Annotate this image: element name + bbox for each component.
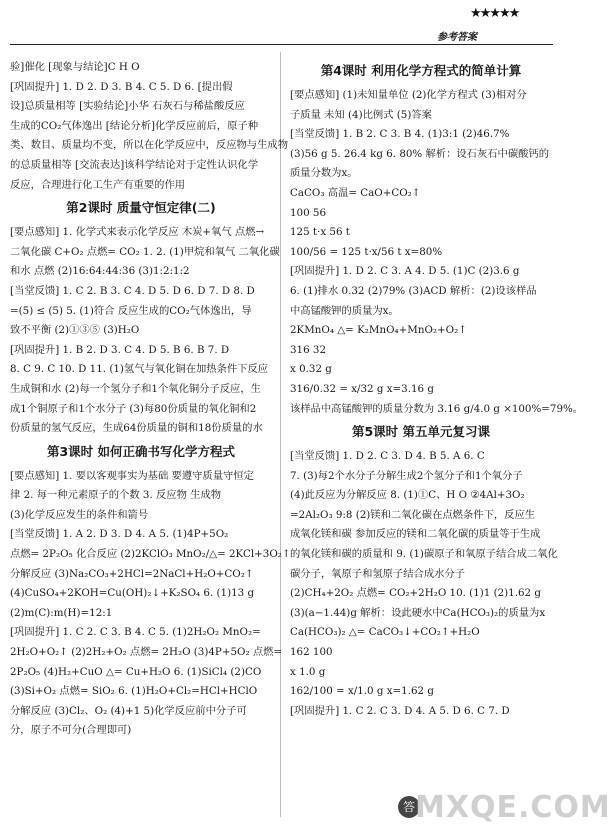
answer-line: 质量分数为x。	[290, 167, 358, 180]
answer-line: (3)(a−1.44)g 解析：设此硬水中Ca(HCO₃)₂的质量为x	[290, 606, 546, 619]
answer-line: (2)m(C):m(H)=12:1	[10, 606, 113, 619]
answer-line: 碳分子，氧原子和氢原子结合成水分子	[290, 567, 466, 580]
answer-line: [当堂反馈] 1. A 2. D 3. D 4. A 5. (1)4P+5O₂	[10, 528, 229, 541]
answer-line: 316 32	[290, 343, 327, 356]
answer-line: 律 2. 每一种元素原子的个数 3. 反应物 生成物	[10, 489, 222, 502]
answer-line: 6. (1)排水 0.32 (2)79% (3)ACD 解析：(2)设该样品	[290, 284, 537, 297]
answer-line: [巩固提升] 1. C 2. C 3. D 4. A 5. D 6. C 7. D	[290, 704, 510, 717]
answer-line: (3)Si+O₂ 点燃= SiO₂ 6. (1)H₂O+Cl₂=HCl+HClO	[10, 685, 258, 698]
answer-line: 子质量 未知 (4)比例式 (5)答案	[290, 108, 432, 121]
answer-line: (4)CuSO₄+2KOH=Cu(OH)₂↓+K₂SO₄ 6. (1)13 g	[10, 587, 255, 600]
answer-line: [要点感知] (1)未知量单位 (2)化学方程式 (3)相对分	[290, 89, 527, 101]
answer-line: (3)56 g 5. 26.4 kg 6. 80% 解析：设石灰石中碳酸钙的	[290, 147, 550, 160]
stars-decoration: ★★★★★	[470, 6, 519, 21]
answer-line: [巩固提升] 1. D 2. C 3. A 4. D 5. (1)C (2)3.6 g	[290, 265, 520, 278]
page-header	[0, 0, 563, 44]
answer-line: 设]总质量相等 [实验结论]小华 石灰石与稀盐酸反应	[10, 100, 245, 113]
watermark-icon: 答	[398, 796, 420, 818]
answer-line: 的总质量相等 [交流表达]该科学结论对于定性认识化学	[10, 158, 259, 171]
answer-line: Ca(HCO₃)₂ △= CaCO₃↓+CO₂↑+H₂O	[290, 626, 480, 639]
left-column	[10, 58, 291, 741]
answer-line: 成氧化镁和碳 参加反应的镁和二氧化碳的质量等于生成	[290, 528, 541, 541]
answer-line: 该样品中高锰酸钾的质量分数为 3.16 g/4.0 g ×100%=79%。	[290, 402, 584, 415]
section-heading: 第3课时 如何正确书写化学方程式	[46, 443, 236, 459]
answer-line: (3)化学反应发生的条件和箭号	[10, 508, 149, 521]
right-column	[290, 58, 584, 721]
answer-line: 2H₂O+O₂↑ (2)2H₂+O₂ 点燃= 2H₂O (3)4P+5O₂ 点燃=	[10, 646, 283, 659]
section-heading: 第5课时 第五单元复习课	[351, 424, 491, 440]
answer-line: 致不平衡 (2)①③⑤ (3)H₂O	[10, 324, 140, 337]
answer-line: [当堂反馈] 1. C 2. B 3. C 4. D 5. D 6. D 7. D 8. D	[10, 284, 255, 297]
answer-line: x 0.32 g	[290, 363, 332, 376]
answer-line: 125 t·x 56 t	[290, 226, 350, 239]
answer-line: [巩固提升] 1. B 2. D 3. C 4. D 5. B 6. B 7. D	[10, 343, 230, 356]
answer-line: 100/56 = 125 t·x/56 t x=80%	[290, 245, 443, 258]
answer-line: 成1个铜原子和1个水分子 (3)每80份质量的氧化铜和2	[10, 402, 257, 415]
answer-line: 二氧化碳 C+O₂ 点燃= CO₂ 1. 2. (1)甲烷和氧气 二氧化碳	[10, 245, 280, 258]
answer-line: [巩固提升] 1. C 2. C 3. B 4. C 5. (1)2H₂O₂ MnO₂=	[10, 626, 261, 639]
answer-line: =2Al₂O₃ 9:8 (2)镁和二氧化碳在点燃条件下，反应生	[290, 508, 536, 521]
answer-line: 验]催化 [现象与结论]C H O	[10, 61, 140, 73]
answer-line: 2P₂O₅ (4)H₂+CuO △= Cu+H₂O 6. (1)SiCl₄ (2)CO	[10, 665, 262, 678]
answer-line: [要点感知] 1. 要以客观事实为基础 要遵守质量守恒定	[10, 469, 254, 482]
answer-line: (4)此反应为分解反应 8. (1)①C、H O ②4Al+3O₂	[290, 489, 525, 502]
answer-line: (2)CH₄+2O₂ 点燃= CO₂+2H₂O 10. (1)1 (2)1.62 g	[290, 587, 541, 600]
answer-line: 8. C 9. C 10. D 11. (1)氢气与氧化铜在加热条件下反应	[10, 363, 269, 376]
answer-line: CaCO₃ 高温= CaO+CO₂↑	[290, 186, 421, 199]
answer-line: 的氧化镁和碳的质量和 9. (1)碳原子和氧原子结合成二氧化	[290, 548, 558, 561]
answer-line: 反应，合理进行化工生产有重要的作用	[10, 178, 186, 191]
answer-line: 中高锰酸钾的质量为x。	[290, 304, 399, 317]
answer-line: 类、数目、质量均不变，所以在化学反应中，反应物与生成物	[10, 139, 289, 152]
answer-line: 份质量的氢气反应，生成64份质量的铜和18份质量的水	[10, 422, 263, 435]
answer-line: 316/0.32 = x/32 g x=3.16 g	[290, 382, 434, 395]
answer-line: 162/100 = x/1.0 g x=1.62 g	[290, 685, 434, 698]
answer-line: [当堂反馈] 1. D 2. C 3. D 4. B 5. A 6. C	[290, 450, 485, 463]
header-rule	[10, 44, 553, 45]
answer-line: 生成铜和水 (2)每一个氢分子和1个氧化铜分子反应，生	[10, 382, 261, 395]
section-heading: 第4课时 利用化学方程式的简单计算	[320, 63, 522, 78]
answer-line: 7. (3)每2个水分子分解生成2个氢分子和1个氧分子	[290, 469, 523, 482]
answer-line: [要点感知] 1. 化学式来表示化学反应 木炭+氧气 点燃→	[10, 226, 265, 239]
answer-line: 100 56	[290, 206, 327, 219]
header-title: 参考答案	[437, 32, 477, 43]
answer-line: 生成的CO₂气体逸出 [结论分析]化学反应前后，原子种	[10, 119, 258, 132]
answer-line: 162 100	[290, 646, 333, 659]
answer-line: 分解反应 (3)Cl₂、O₂ (4)+1 5)化学反应前中分子可	[10, 704, 247, 717]
column-separator	[280, 52, 281, 817]
section-heading: 第2课时 质量守恒定律(二)	[66, 200, 216, 216]
answer-line: 2KMnO₄ △= K₂MnO₄+MnO₂+O₂↑	[290, 324, 467, 337]
answer-line: 分，原子不可分(合理即可)	[10, 724, 132, 737]
watermark-text: MXQE.COM	[415, 790, 611, 825]
answer-line: =(5) ≤ (5) 5. (1)符合 反应生成的CO₂气体逸出，导	[10, 304, 252, 317]
answer-line: 分解反应 (3)Na₂CO₃+2HCl=2NaCl+H₂O+CO₂↑	[10, 567, 254, 580]
answer-line: [当堂反馈] 1. B 2. C 3. B 4. (1)3:1 (2)46.7%	[290, 128, 510, 141]
answer-line: 和水 点燃 (2)16:64:44:36 (3)1:2:1:2	[10, 265, 190, 278]
answer-line: x 1.0 g	[290, 665, 326, 678]
answer-line: 点燃= 2P₂O₅ 化合反应 (2)2KClO₃ MnO₂/△= 2KCl+3O₂↑	[10, 548, 291, 561]
answer-line: [巩固提升] 1. D 2. D 3. B 4. C 5. D 6. [提出假	[10, 80, 233, 93]
